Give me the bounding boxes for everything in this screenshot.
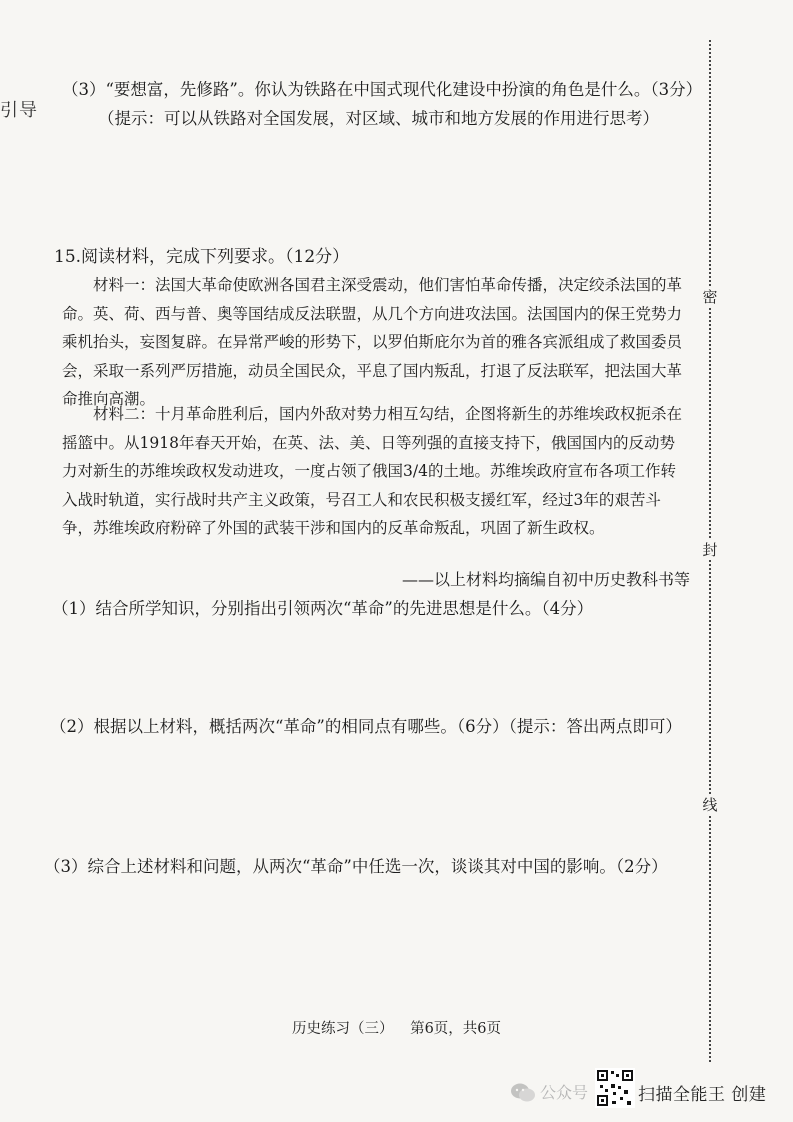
seal-char-feng: 封: [700, 540, 720, 560]
sub-question-2: （2）根据以上材料，概括两次“革命”的相同点有哪些。（6分）（提示：答出两点即可）: [50, 717, 682, 736]
material-1: 材料一：法国大革命使欧洲各国君主深受震动，他们害怕革命传播，决定绞杀法国的革命。英、荷、西与普、奥等国结成反法联盟，从几个方向进攻法国。法国国内的保王党势力乘机抬头，妄图复辟。在异常严峻的形势下，以罗伯斯庇尔为首的雅各宾派组成了救国委员会，采取一系列严厉措施，动员全国民众，平息了国内叛乱，打退了反法联军，把法国大革命推向高潮。: [62, 276, 683, 408]
sub-question-3: （3）综合上述材料和问题，从两次“革命”中任选一次，谈谈其对中国的影响。（2分）: [44, 857, 668, 876]
watermark-left-text: 公众号: [540, 1083, 589, 1102]
footer-page-info: 第6页，共6页: [410, 1021, 502, 1037]
material-source: ——以上材料均摘编自初中历史教科书等: [401, 570, 690, 589]
seal-char-mi: 密: [700, 287, 720, 307]
question-15-title: 15.阅读材料，完成下列要求。（12分）: [54, 247, 350, 267]
seal-char-xian: 线: [700, 795, 720, 815]
material-2: 材料二：十月革命胜利后，国内外敌对势力相互勾结，企图将新生的苏维埃政权扼杀在摇篮中。从1918年春天开始，在英、法、美、日等列强的直接支持下，俄国国内的反动势力对新生的苏维埃政权发动进攻，一度占领了俄国3/4的土地。苏维埃政府宣布各项工作转入战时轨道，实行战时共产主义政策，号召工人和农民积极支援红军，经过3年的艰苦斗争，苏维埃政府粉碎了外国的武装干涉和国内的反革命叛乱，巩固了新生政权。: [62, 405, 683, 537]
cut-off-margin-text: 引导: [0, 100, 38, 121]
qr-code-icon: [595, 1068, 635, 1108]
previous-question-part-3: （3）“要想富，先修路”。你认为铁路在中国式现代化建设中扮演的角色是什么。（3分）（提示：可以从铁路对全国发展，对区域、城市和地方发展的作用进行思考）: [62, 80, 703, 128]
sub-question-1: （1）结合所学知识，分别指出引领两次“革命”的先进思想是什么。（4分）: [52, 599, 594, 618]
wechat-bubble-icon: [510, 1082, 536, 1104]
page-footer: [0, 1017, 793, 1038]
watermark-right-text: 扫描全能王 创建: [638, 1085, 767, 1105]
footer-subject: 历史练习（三）: [291, 1021, 394, 1037]
